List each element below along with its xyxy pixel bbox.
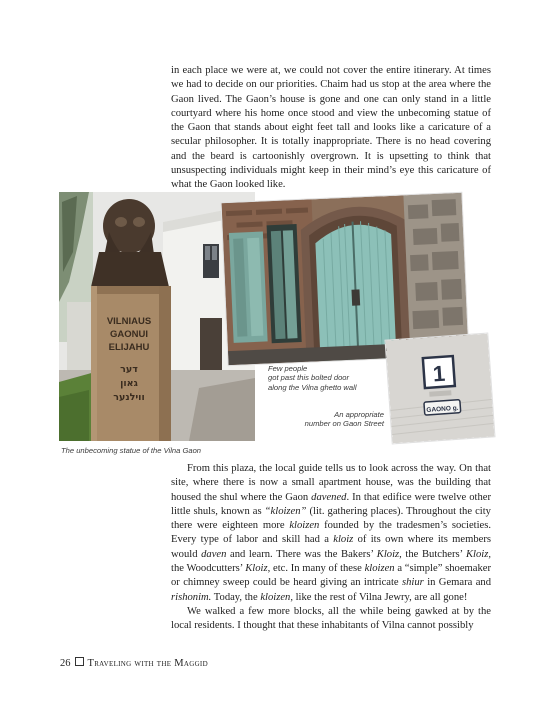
door-caption: Few people got past this bolted door along the Vilna ghetto wall [268, 364, 357, 392]
plaque-line-1: VILNIAUS [106, 316, 152, 327]
page-footer [60, 657, 208, 669]
number-photo [386, 334, 495, 444]
body-paragraph: We walked a few more blocks, all the while being gawked at by the local residents. I thought that these inhabitants of Vilna cannot possibly [171, 606, 491, 632]
statue-caption: The unbecoming statue of the Vilna Gaon [61, 446, 202, 455]
square-ornament-icon [75, 657, 84, 666]
number-photo-image [386, 334, 495, 444]
running-title: Traveling with the Maggid [87, 658, 208, 669]
page-number: 26 [60, 658, 71, 669]
paragraph-text: in each place we were at, we could not cover the entire itinerary. At times we had to decide on our priorities. Chaim had us stop at the area where the Gaon lived. The Gaon’s house is gone and one can only stand in a little courtyard where his home once stood and view the unbecoming statue of the Gaon that stands about eight feet tall and looks like a caricature of a secular philosopher. It is totally inappropriate. There is no head covering and the beard is cartoonishly overgrown. It is upsetting to think that unsuspecting individuals might keep in their mind’s eye this caricature of what the Gaon looked like. [171, 65, 491, 191]
plaque-line-4: דער [120, 364, 138, 375]
number-caption: An appropriate number on Gaon Street [304, 410, 384, 429]
body-paragraph: From this plaza, the local guide tells us to look across the way. On that site, where there is now a small apartment house, was the building that housed the shul where the Gaon davened. In that edifice were twelve other little shuls, known as “kloizen” (lit. gathering places). Throughout the city there were eighteen more kloizen founded by the tradesmen’s societies. Every type of labor and skill had a kloiz of its own where its members would daven and learn. There was the Bakers’ Kloiz, the Butchers’ Kloiz, the Woodcutters’ Kloiz, etc. In many of these kloizen a “simple” shoemaker or chimney sweep could be heard giving an intricate shiur in Gemara and rishonim. Today, the kloizen, like the rest of Vilna Jewry, are all gone! [171, 463, 492, 603]
plaque-line-6: ווילנער [113, 392, 145, 403]
street-sign: GAONO g. [426, 404, 459, 414]
house-number: 1 [431, 360, 446, 387]
body-paragraph [171, 64, 491, 193]
plaque-line-2: GAONUI [110, 329, 148, 340]
plaque-line-5: גאון [120, 378, 138, 389]
plaque-line-3: ELIJAHU [108, 342, 150, 353]
